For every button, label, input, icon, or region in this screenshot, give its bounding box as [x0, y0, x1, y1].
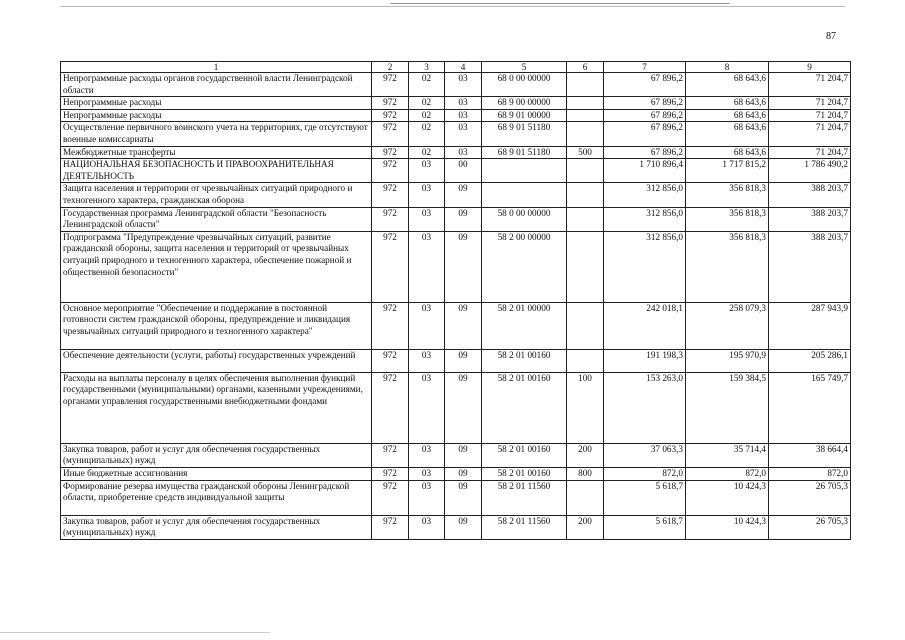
row-c4-cell: 09 [445, 480, 482, 515]
row-name-cell: Государственная программа Ленинградской области "Безопасность Ленинградской области" [61, 207, 372, 231]
row-c4-cell: 09 [445, 443, 482, 467]
row-c7-cell: 67 896,2 [604, 97, 686, 110]
row-c8-cell: 10 424,3 [686, 480, 769, 515]
row-c8-cell: 159 384,5 [686, 372, 769, 443]
row-c6-cell: 500 [567, 146, 604, 159]
row-name-cell: Защита населения и территории от чрезвычайных ситуаций природного и техногенного характера, гражданская оборона [61, 183, 372, 207]
row-c7-cell: 67 896,2 [604, 146, 686, 159]
table-row [61, 183, 851, 207]
row-c7-cell: 1 710 896,4 [604, 159, 686, 183]
column-header: 4 [445, 62, 482, 73]
row-c5-cell: 68 9 00 00000 [482, 97, 567, 110]
row-c9-cell: 388 203,7 [769, 183, 851, 207]
row-c2-cell: 972 [372, 443, 409, 467]
row-c3-cell: 02 [409, 73, 445, 97]
row-c3-cell: 02 [409, 122, 445, 146]
row-c4-cell: 03 [445, 97, 482, 110]
row-c3-cell: 03 [409, 515, 445, 539]
row-c9-cell: 71 204,7 [769, 109, 851, 122]
row-c8-cell: 68 643,6 [686, 146, 769, 159]
row-c4-cell: 03 [445, 146, 482, 159]
table-row [61, 480, 851, 515]
table-row [61, 349, 851, 372]
column-header: 3 [409, 62, 445, 73]
scan-edge-line [60, 6, 845, 7]
row-c6-cell [567, 349, 604, 372]
row-c7-cell: 312 856,0 [604, 207, 686, 231]
row-c8-cell: 258 079,3 [686, 302, 769, 349]
row-c8-cell: 872,0 [686, 467, 769, 480]
row-name-cell: Обеспечение деятельности (услуги, работы) государственных учреждений [61, 349, 372, 372]
column-header: 7 [604, 62, 686, 73]
row-c3-cell: 03 [409, 467, 445, 480]
row-c2-cell: 972 [372, 73, 409, 97]
row-c7-cell: 37 063,3 [604, 443, 686, 467]
row-name-cell: Непрограммные расходы [61, 97, 372, 110]
column-header: 6 [567, 62, 604, 73]
row-c4-cell: 09 [445, 207, 482, 231]
table-header-row [61, 62, 851, 73]
row-name-cell: НАЦИОНАЛЬНАЯ БЕЗОПАСНОСТЬ И ПРАВООХРАНИТЕЛЬНАЯ ДЕЯТЕЛЬНОСТЬ [61, 159, 372, 183]
row-c4-cell: 03 [445, 122, 482, 146]
row-c7-cell: 67 896,2 [604, 109, 686, 122]
row-c4-cell: 09 [445, 372, 482, 443]
column-header: 2 [372, 62, 409, 73]
table-row [61, 515, 851, 539]
row-c5-cell: 58 2 01 00160 [482, 443, 567, 467]
row-c3-cell: 03 [409, 372, 445, 443]
row-c6-cell: 200 [567, 443, 604, 467]
row-c3-cell: 03 [409, 183, 445, 207]
row-c9-cell: 205 286,1 [769, 349, 851, 372]
table-row [61, 122, 851, 146]
row-c5-cell: 58 0 00 00000 [482, 207, 567, 231]
table-row [61, 302, 851, 349]
table-row [61, 159, 851, 183]
row-c5-cell: 58 2 01 00000 [482, 302, 567, 349]
row-c7-cell: 872,0 [604, 467, 686, 480]
row-c4-cell: 09 [445, 515, 482, 539]
row-c4-cell: 09 [445, 183, 482, 207]
column-header: 8 [686, 62, 769, 73]
row-c7-cell: 312 856,0 [604, 231, 686, 302]
row-c3-cell: 03 [409, 302, 445, 349]
row-c5-cell: 58 2 01 11560 [482, 515, 567, 539]
row-c4-cell: 00 [445, 159, 482, 183]
row-name-cell: Иные бюджетные ассигнования [61, 467, 372, 480]
row-name-cell: Непрограммные расходы [61, 109, 372, 122]
column-header: 9 [769, 62, 851, 73]
row-c2-cell: 972 [372, 349, 409, 372]
table-row [61, 207, 851, 231]
row-c8-cell: 68 643,6 [686, 73, 769, 97]
column-header: 1 [61, 62, 372, 73]
row-c7-cell: 191 198,3 [604, 349, 686, 372]
row-c6-cell: 100 [567, 372, 604, 443]
row-c2-cell: 972 [372, 146, 409, 159]
row-c4-cell: 09 [445, 302, 482, 349]
row-c2-cell: 972 [372, 302, 409, 349]
row-c8-cell: 1 717 815,2 [686, 159, 769, 183]
row-c6-cell: 800 [567, 467, 604, 480]
row-c8-cell: 356 818,3 [686, 183, 769, 207]
table-body [61, 73, 851, 540]
row-c9-cell: 38 664,4 [769, 443, 851, 467]
row-c8-cell: 68 643,6 [686, 122, 769, 146]
row-c2-cell: 972 [372, 467, 409, 480]
row-c5-cell: 58 2 01 00160 [482, 349, 567, 372]
row-c9-cell: 71 204,7 [769, 97, 851, 110]
row-c9-cell: 71 204,7 [769, 122, 851, 146]
row-c2-cell: 972 [372, 109, 409, 122]
row-c3-cell: 03 [409, 231, 445, 302]
row-c3-cell: 02 [409, 146, 445, 159]
row-c5-cell [482, 183, 567, 207]
row-c3-cell: 03 [409, 349, 445, 372]
row-c5-cell: 58 2 01 00160 [482, 372, 567, 443]
row-c2-cell: 972 [372, 480, 409, 515]
row-c5-cell: 58 2 01 00160 [482, 467, 567, 480]
row-c8-cell: 356 818,3 [686, 207, 769, 231]
row-c8-cell: 195 970,9 [686, 349, 769, 372]
row-c6-cell [567, 97, 604, 110]
row-c6-cell [567, 480, 604, 515]
row-c5-cell: 68 0 00 00000 [482, 73, 567, 97]
row-c9-cell: 26 705,3 [769, 480, 851, 515]
row-c4-cell: 09 [445, 231, 482, 302]
row-name-cell: Закупка товаров, работ и услуг для обеспечения государственных (муниципальных) нужд [61, 443, 372, 467]
row-c4-cell: 03 [445, 109, 482, 122]
row-name-cell: Осуществление первичного воинского учета на территориях, где отсутствуют военные комиссариаты [61, 122, 372, 146]
row-c6-cell: 200 [567, 515, 604, 539]
row-c7-cell: 67 896,2 [604, 73, 686, 97]
row-c4-cell: 09 [445, 349, 482, 372]
row-name-cell: Расходы на выплаты персоналу в целях обеспечения выполнения функций государственными (муниципальными) органами, казенными учреждениями, органами управления государственными внебюджетными фондами [61, 372, 372, 443]
scan-edge-line [390, 3, 730, 4]
page-number: 87 [826, 31, 836, 42]
table-row [61, 443, 851, 467]
row-c2-cell: 972 [372, 122, 409, 146]
row-c2-cell: 972 [372, 372, 409, 443]
row-c9-cell: 388 203,7 [769, 231, 851, 302]
row-c4-cell: 09 [445, 467, 482, 480]
row-c9-cell: 287 943,9 [769, 302, 851, 349]
row-c6-cell [567, 73, 604, 97]
row-name-cell: Формирование резерва имущества гражданской обороны Ленинградской области, приобретение средств индивидуальной защиты [61, 480, 372, 515]
scan-edge-line [0, 632, 270, 633]
row-c6-cell [567, 302, 604, 349]
row-name-cell: Подпрограмма "Предупреждение чрезвычайных ситуаций, развитие гражданской обороны, защита населения и территорий от чрезвычайных ситуаций природного и техногенного характера, обеспечение пожарной и общественной безопасности" [61, 231, 372, 302]
row-c2-cell: 972 [372, 207, 409, 231]
row-c5-cell: 68 9 01 51180 [482, 122, 567, 146]
row-c9-cell: 872,0 [769, 467, 851, 480]
table-row [61, 73, 851, 97]
row-c7-cell: 5 618,7 [604, 480, 686, 515]
row-c8-cell: 35 714,4 [686, 443, 769, 467]
row-c4-cell: 03 [445, 73, 482, 97]
row-name-cell: Непрограммные расходы органов государственной власти Ленинградской области [61, 73, 372, 97]
row-name-cell: Основное мероприятие "Обеспечение и поддержание в постоянной готовности систем гражданской обороны, предупреждение и ликвидация чрезвычайных ситуаций природного и техногенного характера" [61, 302, 372, 349]
row-c6-cell [567, 159, 604, 183]
row-c8-cell: 356 818,3 [686, 231, 769, 302]
row-c3-cell: 02 [409, 97, 445, 110]
row-c5-cell: 58 2 00 00000 [482, 231, 567, 302]
row-c9-cell: 71 204,7 [769, 73, 851, 97]
row-c5-cell [482, 159, 567, 183]
row-c7-cell: 5 618,7 [604, 515, 686, 539]
row-c3-cell: 03 [409, 159, 445, 183]
row-c6-cell [567, 207, 604, 231]
row-c5-cell: 68 9 01 51180 [482, 146, 567, 159]
budget-table [60, 61, 851, 540]
row-c7-cell: 242 018,1 [604, 302, 686, 349]
row-c2-cell: 972 [372, 159, 409, 183]
row-c9-cell: 26 705,3 [769, 515, 851, 539]
table-row [61, 97, 851, 110]
row-c8-cell: 68 643,6 [686, 109, 769, 122]
row-c9-cell: 71 204,7 [769, 146, 851, 159]
table-row [61, 231, 851, 302]
row-c3-cell: 03 [409, 480, 445, 515]
row-c3-cell: 03 [409, 443, 445, 467]
row-name-cell: Межбюджетные трансферты [61, 146, 372, 159]
row-c6-cell [567, 109, 604, 122]
row-c5-cell: 68 9 01 00000 [482, 109, 567, 122]
row-c6-cell [567, 231, 604, 302]
table-row [61, 372, 851, 443]
row-name-cell: Закупка товаров, работ и услуг для обеспечения государственных (муниципальных) нужд [61, 515, 372, 539]
row-c3-cell: 03 [409, 207, 445, 231]
table-row [61, 109, 851, 122]
row-c2-cell: 972 [372, 183, 409, 207]
row-c6-cell [567, 183, 604, 207]
table-row [61, 467, 851, 480]
row-c9-cell: 1 786 490,2 [769, 159, 851, 183]
row-c2-cell: 972 [372, 515, 409, 539]
row-c8-cell: 10 424,3 [686, 515, 769, 539]
row-c7-cell: 312 856,0 [604, 183, 686, 207]
table-row [61, 146, 851, 159]
row-c9-cell: 165 749,7 [769, 372, 851, 443]
row-c7-cell: 67 896,2 [604, 122, 686, 146]
column-header: 5 [482, 62, 567, 73]
row-c6-cell [567, 122, 604, 146]
row-c2-cell: 972 [372, 97, 409, 110]
row-c9-cell: 388 203,7 [769, 207, 851, 231]
row-c7-cell: 153 263,0 [604, 372, 686, 443]
row-c2-cell: 972 [372, 231, 409, 302]
row-c3-cell: 02 [409, 109, 445, 122]
row-c8-cell: 68 643,6 [686, 97, 769, 110]
row-c5-cell: 58 2 01 11560 [482, 480, 567, 515]
